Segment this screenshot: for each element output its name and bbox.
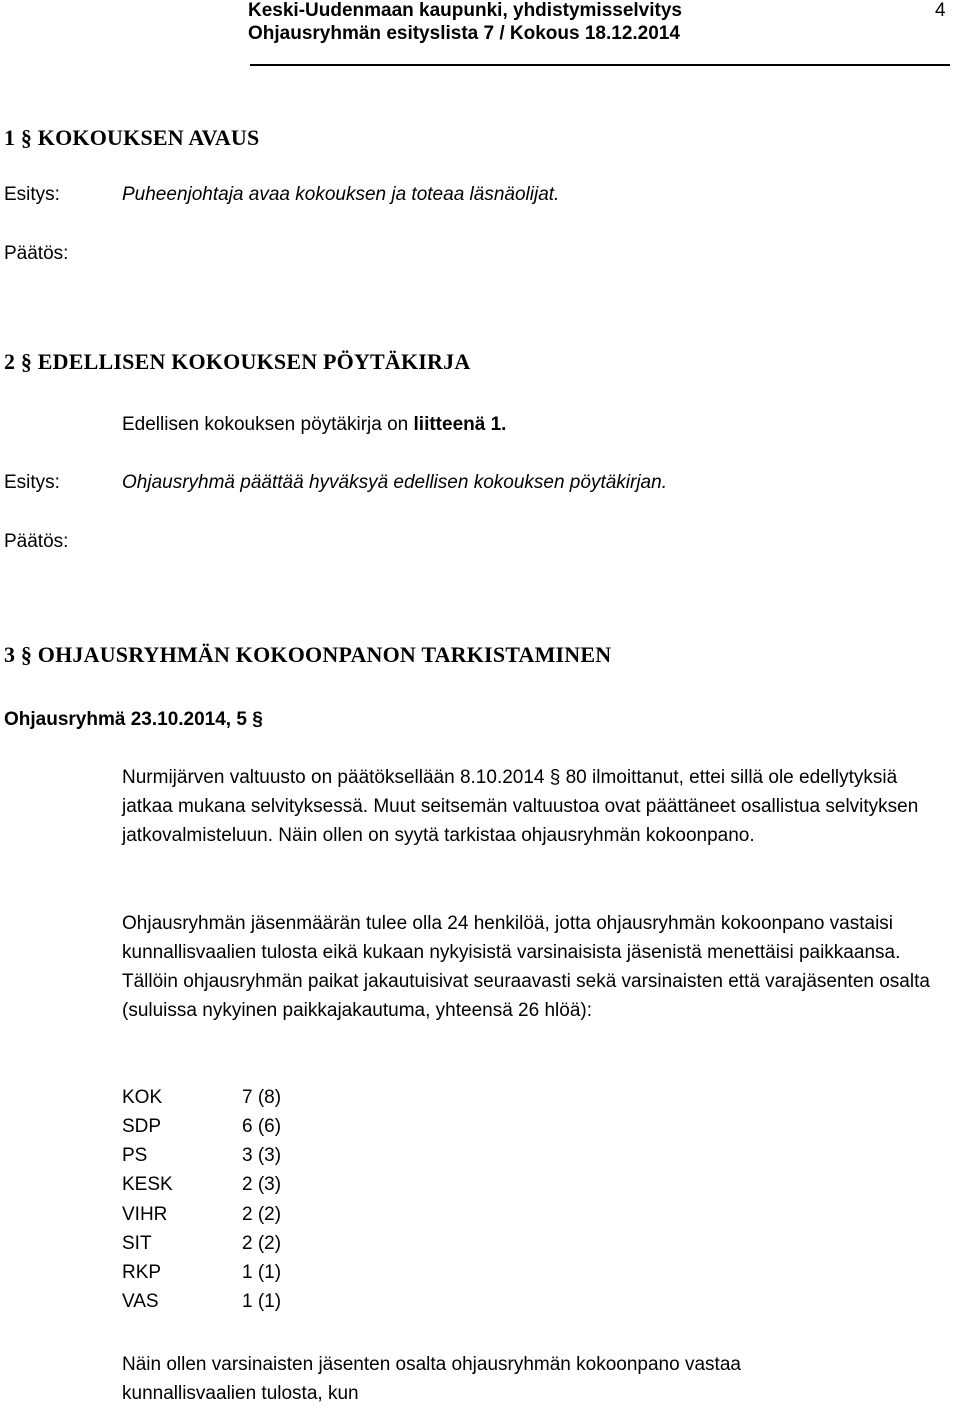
- item2-attachment-prefix: Edellisen kokouksen pöytäkirja on: [122, 414, 414, 435]
- item2-title: 2 § EDELLISEN KOKOUKSEN PÖYTÄKIRJA: [4, 349, 471, 374]
- item1-esitys-text: Puheenjohtaja avaa kokouksen ja toteaa läsnäolijat.: [122, 184, 560, 205]
- item3-paragraph-1: Nurmijärven valtuusto on päätöksellään 8.10.2014 § 80 ilmoittanut, ettei sillä ole edellytyksiä jatkaa mukana selvityksessä. Muut seitsemän valtuustoa ovat päättäneet osallistua selvityksen jatkovalmisteluun. Näin ollen on syytä tarkistaa ohjausryhmän kokoonpano.: [122, 767, 919, 846]
- seat-count: 7 (8): [242, 1087, 282, 1108]
- seat-count: 3 (3): [242, 1145, 282, 1166]
- party-name: VAS: [122, 1291, 159, 1312]
- party-name: VIHR: [122, 1204, 168, 1225]
- party-name: RKP: [122, 1262, 162, 1283]
- item1-paatos-label: Päätös:: [4, 243, 69, 264]
- party-name: KESK: [122, 1174, 173, 1195]
- attachment-reference: liitteenä 1.: [413, 414, 507, 435]
- seat-count: 2 (2): [242, 1233, 282, 1254]
- seat-count: 2 (3): [242, 1174, 282, 1195]
- header-agenda-title: Ohjausryhmän esityslista 7 / Kokous 18.12.2014: [248, 23, 680, 44]
- item2-esitys-label: Esitys:: [4, 472, 60, 493]
- item2-paatos-label: Päätös:: [4, 531, 69, 552]
- item2-esitys-text: Ohjausryhmä päättää hyväksyä edellisen kokouksen pöytäkirjan.: [122, 472, 667, 493]
- seat-count: 2 (2): [242, 1204, 282, 1225]
- seat-count: 1 (1): [242, 1291, 282, 1312]
- item1-esitys-label: Esitys:: [4, 184, 60, 205]
- party-name: SDP: [122, 1116, 162, 1137]
- page-number: 4: [935, 0, 946, 21]
- item3-title: 3 § OHJAUSRYHMÄN KOKOONPANON TARKISTAMINEN: [4, 642, 612, 667]
- header-divider: [250, 64, 950, 66]
- item2-attachment: [122, 414, 506, 436]
- seat-count: 1 (1): [242, 1262, 282, 1283]
- item1-title: 1 § KOKOUKSEN AVAUS: [4, 125, 260, 150]
- item3-paragraph-2: Ohjausryhmän jäsenmäärän tulee olla 24 henkilöä, jotta ohjausryhmän kokoonpano vastaisi kunnallisvaalien tulosta eikä kukaan nykyisistä varsinaisista jäsenistä menettäisi paikkaansa. Tällöin ohjausryhmän paikat jakautuisivat seuraavasti sekä varsinaisten että varajäsenten osalta (suluissa nykyinen paikkajakautuma, yhteensä 26 hlöä):: [122, 913, 930, 1021]
- item3-reference: Ohjausryhmä 23.10.2014, 5 §: [4, 709, 263, 730]
- seat-count: 6 (6): [242, 1116, 282, 1137]
- party-name: SIT: [122, 1233, 152, 1254]
- party-name: PS: [122, 1145, 148, 1166]
- header-organization: Keski-Uudenmaan kaupunki, yhdistymisselvitys: [248, 0, 682, 21]
- party-name: KOK: [122, 1087, 163, 1108]
- item3-paragraph-3: Näin ollen varsinaisten jäsenten osalta ohjausryhmän kokoonpano vastaa kunnallisvaalien tulosta, kun: [122, 1354, 741, 1404]
